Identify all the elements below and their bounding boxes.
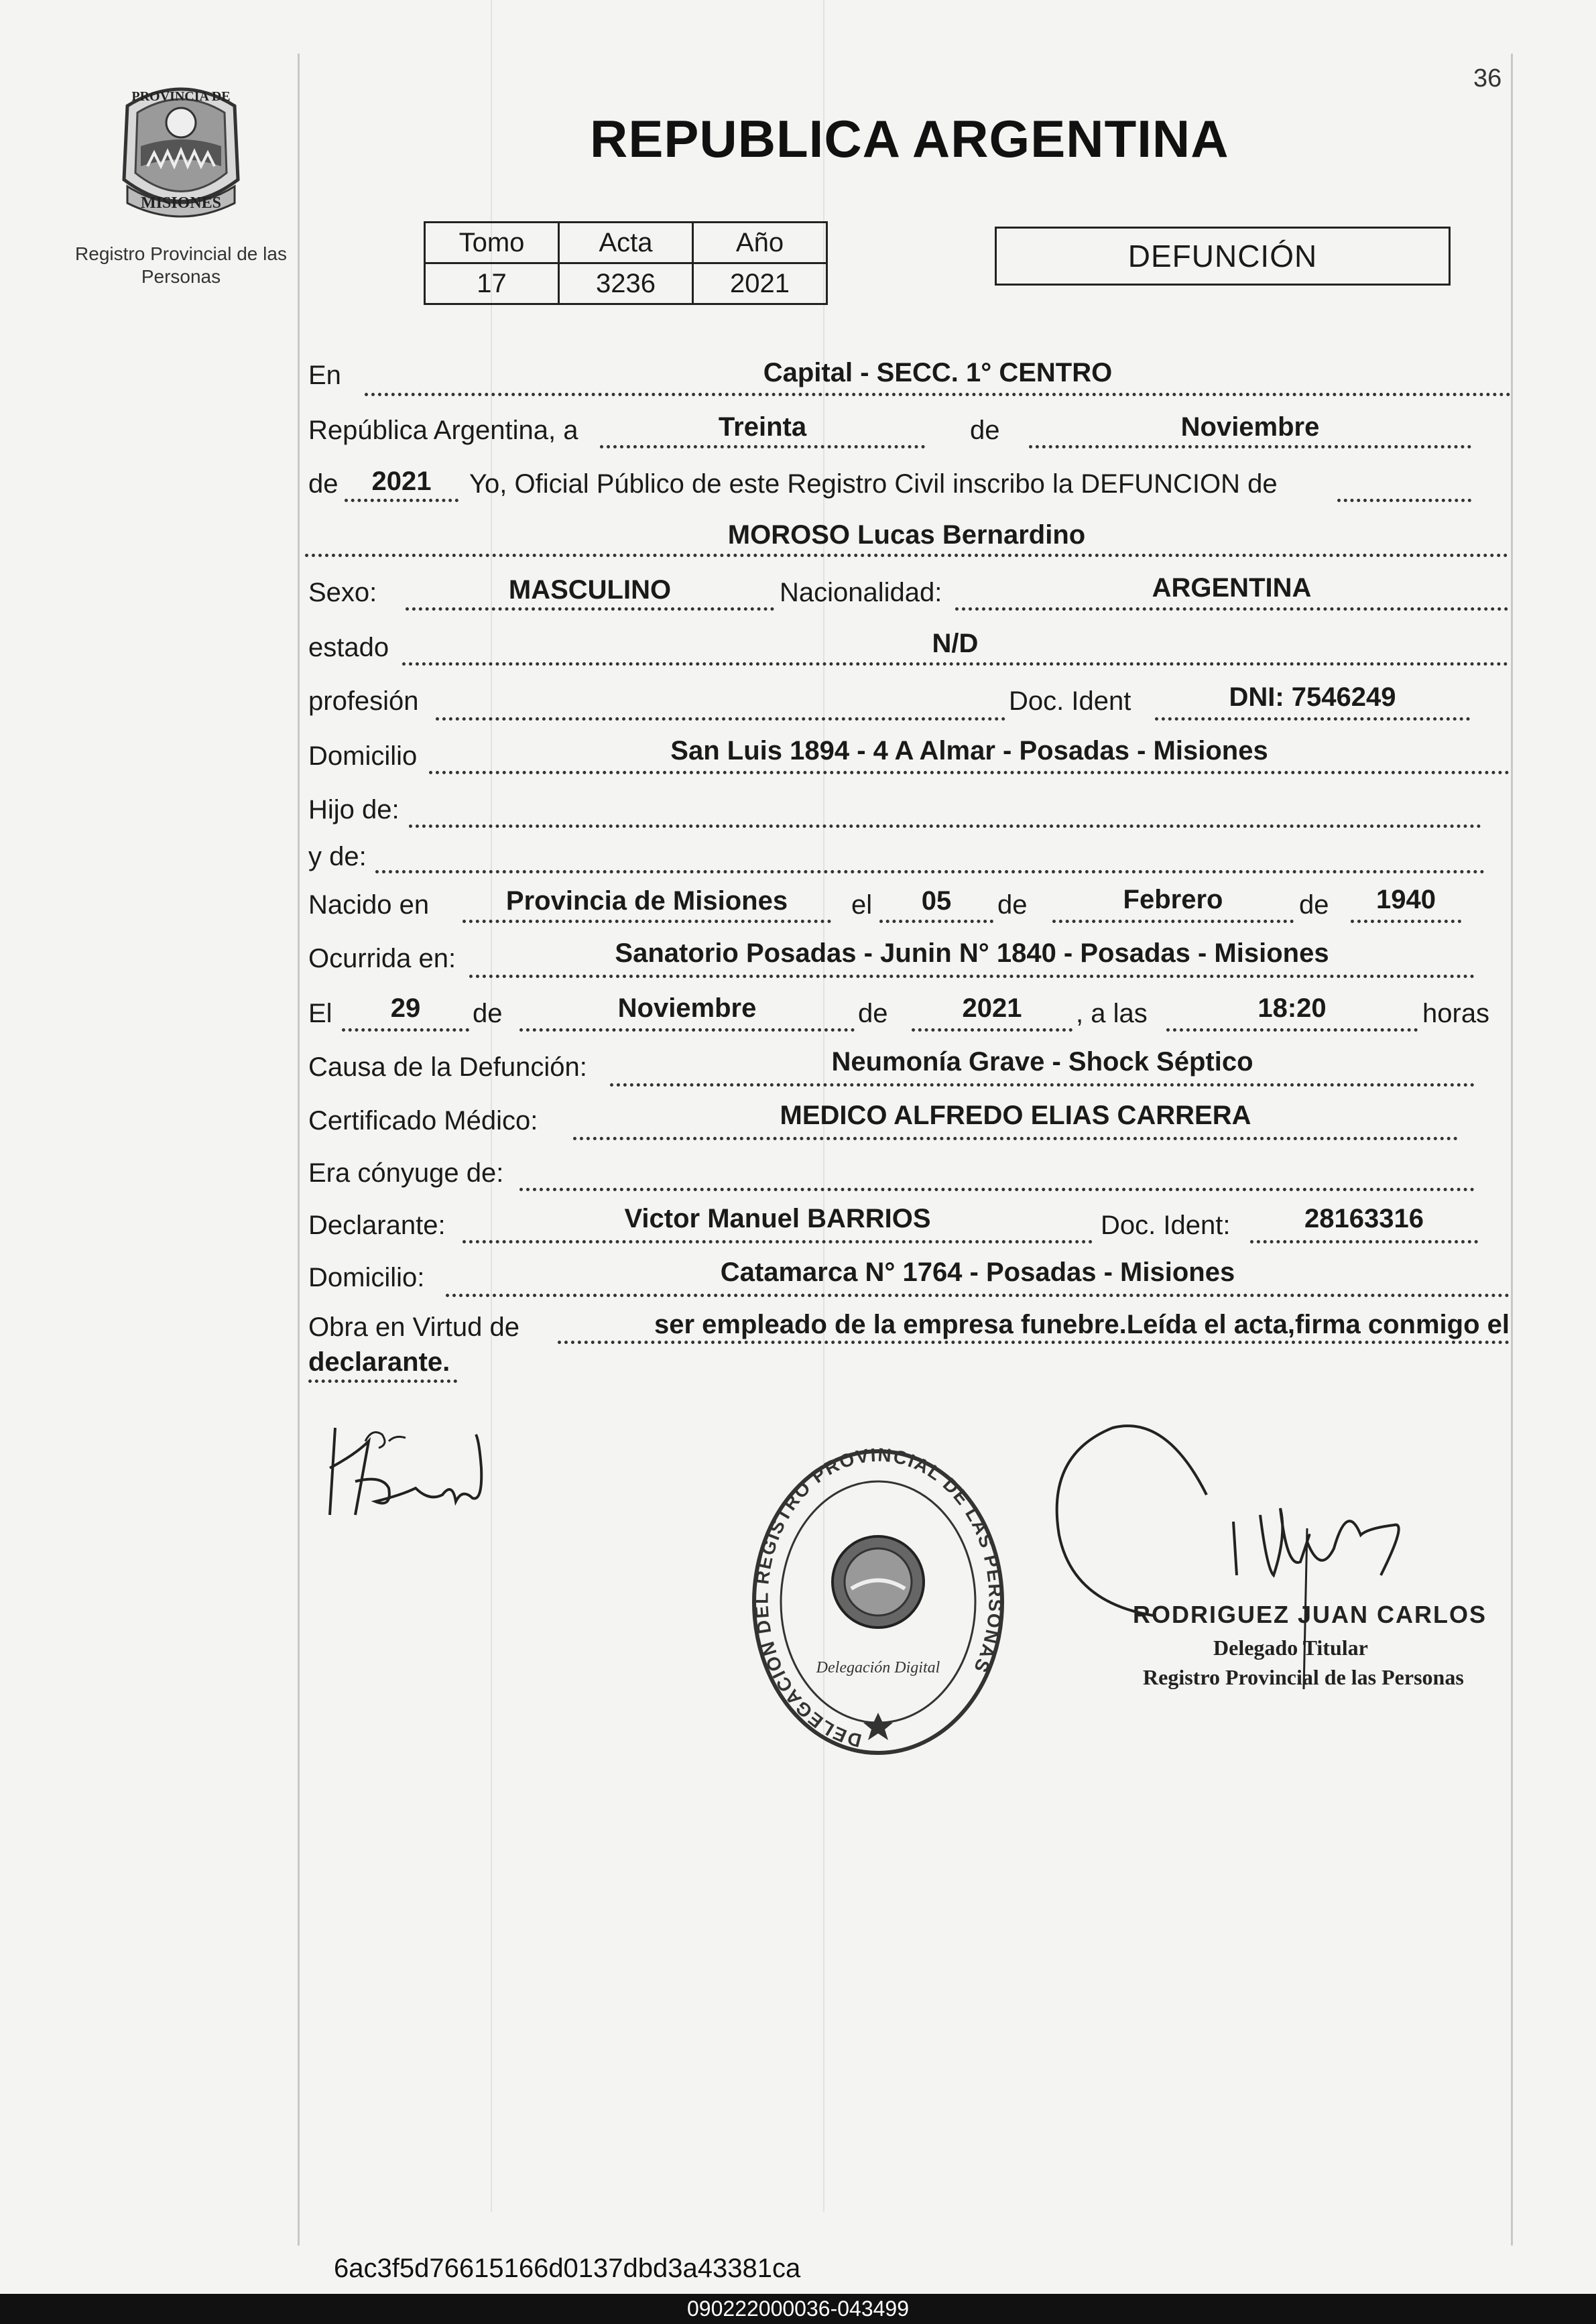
- label-de: de: [970, 416, 1000, 445]
- stamp-inner-text: Delegación Digital: [816, 1659, 940, 1676]
- value-acta: 3236: [559, 263, 693, 304]
- document-hash: 6ac3f5d76615166d0137dbd3a43381ca: [334, 2254, 801, 2283]
- label-doc-ident: Doc. Ident: [1009, 686, 1131, 716]
- dotted-line: [406, 607, 774, 611]
- label-republica: República Argentina, a: [308, 416, 578, 445]
- dotted-line: [600, 445, 925, 448]
- page-title: REPUBLICA ARGENTINA: [590, 109, 1229, 168]
- label-declarante: Declarante:: [308, 1211, 446, 1240]
- value-declarante: Victor Manuel BARRIOS: [624, 1204, 931, 1233]
- label-profesion: profesión: [308, 686, 419, 716]
- dotted-line: [345, 499, 458, 502]
- dotted-line: [1351, 920, 1461, 923]
- header-anio: Año: [693, 223, 827, 263]
- dotted-line: [573, 1137, 1458, 1140]
- value-dia-letras: Treinta: [718, 412, 807, 442]
- value-certificado: MEDICO ALFREDO ELIAS CARRERA: [780, 1101, 1251, 1130]
- value-domicilio: San Luis 1894 - 4 A Almar - Posadas - Misiones: [670, 736, 1268, 766]
- label-nacido-en: Nacido en: [308, 890, 430, 920]
- dotted-line: [342, 1028, 469, 1032]
- dotted-line: [305, 554, 1508, 557]
- dotted-line: [469, 975, 1475, 978]
- value-def-dia: 29: [390, 993, 421, 1023]
- logo-text-top: PROVINCIA DE: [131, 89, 231, 104]
- label-de: de: [473, 999, 503, 1028]
- official-stamp: [744, 1441, 1012, 1763]
- label-doc-ident: Doc. Ident:: [1101, 1211, 1231, 1240]
- value-lugar: Capital - SECC. 1° CENTRO: [763, 358, 1113, 387]
- dotted-line: [610, 1083, 1475, 1087]
- label-de: de: [997, 890, 1028, 920]
- label-de: de: [858, 999, 888, 1028]
- registro-provincial-label: Registro Provincial de las Personas: [75, 243, 287, 287]
- right-margin-line: [1511, 54, 1513, 2246]
- signer-role: Delegado Titular: [1213, 1636, 1368, 1660]
- value-anio: 2021: [693, 263, 827, 304]
- dotted-line: [308, 1380, 457, 1383]
- label-horas: horas: [1422, 999, 1490, 1028]
- value-nacido-lugar: Provincia de Misiones: [505, 886, 788, 916]
- dotted-line: [1250, 1240, 1478, 1243]
- dotted-line: [409, 824, 1481, 828]
- label-causa: Causa de la Defunción:: [308, 1052, 587, 1082]
- value-nacido-anio: 1940: [1376, 885, 1436, 914]
- value-hora: 18:20: [1257, 993, 1327, 1023]
- star-icon: [863, 1713, 893, 1740]
- dotted-line: [402, 662, 1508, 666]
- value-doc: DNI: 7546249: [1229, 682, 1396, 712]
- label-sexo: Sexo:: [308, 578, 377, 607]
- table-row: [425, 263, 827, 304]
- page-number: 36: [1473, 64, 1502, 93]
- signer-office: Registro Provincial de las Personas: [1143, 1665, 1464, 1689]
- label-el: el: [851, 890, 873, 920]
- dotted-line: [1155, 717, 1470, 721]
- value-nacido-mes: Febrero: [1123, 885, 1223, 914]
- value-obra-line2: declarante.: [308, 1347, 450, 1377]
- stamp-outer-text: DELEGACION DEL REGISTRO PROVINCIAL DE LAS PERSONAS: [751, 1444, 1006, 1752]
- value-sexo: MASCULINO: [508, 575, 672, 605]
- label-de: de: [308, 469, 339, 499]
- header-acta: Acta: [559, 223, 693, 263]
- dotted-line: [463, 1240, 1093, 1243]
- dotted-line: [558, 1341, 1510, 1344]
- label-hijo-de: Hijo de:: [308, 795, 400, 824]
- label-obra: Obra en Virtud de: [308, 1312, 520, 1342]
- dotted-line: [446, 1294, 1510, 1297]
- dotted-line: [519, 1188, 1475, 1191]
- value-domicilio-declarante: Catamarca N° 1764 - Posadas - Misiones: [720, 1258, 1235, 1287]
- value-nacionalidad: ARGENTINA: [1152, 573, 1312, 603]
- misiones-coat-of-arms-icon: [101, 66, 261, 227]
- logo-text-bottom: MISIONES: [140, 194, 222, 212]
- value-estado: N/D: [932, 629, 979, 658]
- dotted-line: [436, 717, 1005, 721]
- value-difunto: MOROSO Lucas Bernardino: [727, 520, 1086, 550]
- label-a-las: , a las: [1076, 999, 1148, 1028]
- label-en: En: [308, 361, 341, 390]
- dotted-line: [365, 393, 1511, 396]
- dotted-line: [463, 920, 831, 923]
- dotted-line: [375, 870, 1485, 873]
- label-conyuge: Era cónyuge de:: [308, 1158, 504, 1188]
- declarant-signature: [315, 1414, 496, 1522]
- dotted-line: [1029, 445, 1471, 448]
- value-anio: 2021: [371, 467, 432, 496]
- footer-code-bar: 090222000036-043499: [0, 2294, 1596, 2324]
- value-ocurrida: Sanatorio Posadas - Junin N° 1840 - Posadas - Misiones: [615, 938, 1329, 968]
- value-nacido-dia: 05: [921, 886, 952, 916]
- label-el: El: [308, 999, 332, 1028]
- value-mes: Noviembre: [1180, 412, 1320, 442]
- value-obra-line1: ser empleado de la empresa funebre.Leída el acta,firma conmigo el: [654, 1310, 1510, 1339]
- dotted-line: [1166, 1028, 1418, 1032]
- document-type-box: DEFUNCIÓN: [995, 227, 1451, 286]
- label-ocurrida-en: Ocurrida en:: [308, 944, 456, 973]
- dotted-line: [1052, 920, 1294, 923]
- dotted-line: [912, 1028, 1072, 1032]
- dotted-line: [519, 1028, 855, 1032]
- left-margin-line: [298, 54, 300, 2246]
- dotted-line: [955, 607, 1508, 611]
- signer-name: RODRIGUEZ JUAN CARLOS: [1133, 1601, 1487, 1628]
- dotted-line: [879, 920, 993, 923]
- label-certificado: Certificado Médico:: [308, 1106, 538, 1136]
- value-doc-declarante: 28163316: [1304, 1204, 1424, 1233]
- label-estado: estado: [308, 633, 389, 662]
- label-y-de: y de:: [308, 842, 367, 871]
- value-tomo: 17: [425, 263, 559, 304]
- label-yo: Yo, Oficial Público de este Registro Civil inscribo la DEFUNCION de: [469, 469, 1278, 499]
- dotted-line: [429, 771, 1510, 774]
- header-tomo: Tomo: [425, 223, 559, 263]
- registry-table: [424, 221, 828, 305]
- label-nacionalidad: Nacionalidad:: [780, 578, 942, 607]
- value-def-mes: Noviembre: [617, 993, 757, 1023]
- dotted-line: [1337, 499, 1471, 502]
- value-def-anio: 2021: [962, 993, 1022, 1023]
- label-de: de: [1299, 890, 1329, 920]
- table-header-row: [425, 223, 827, 263]
- label-domicilio: Domicilio: [308, 741, 418, 771]
- value-causa: Neumonía Grave - Shock Séptico: [831, 1047, 1253, 1077]
- label-domicilio: Domicilio:: [308, 1263, 425, 1292]
